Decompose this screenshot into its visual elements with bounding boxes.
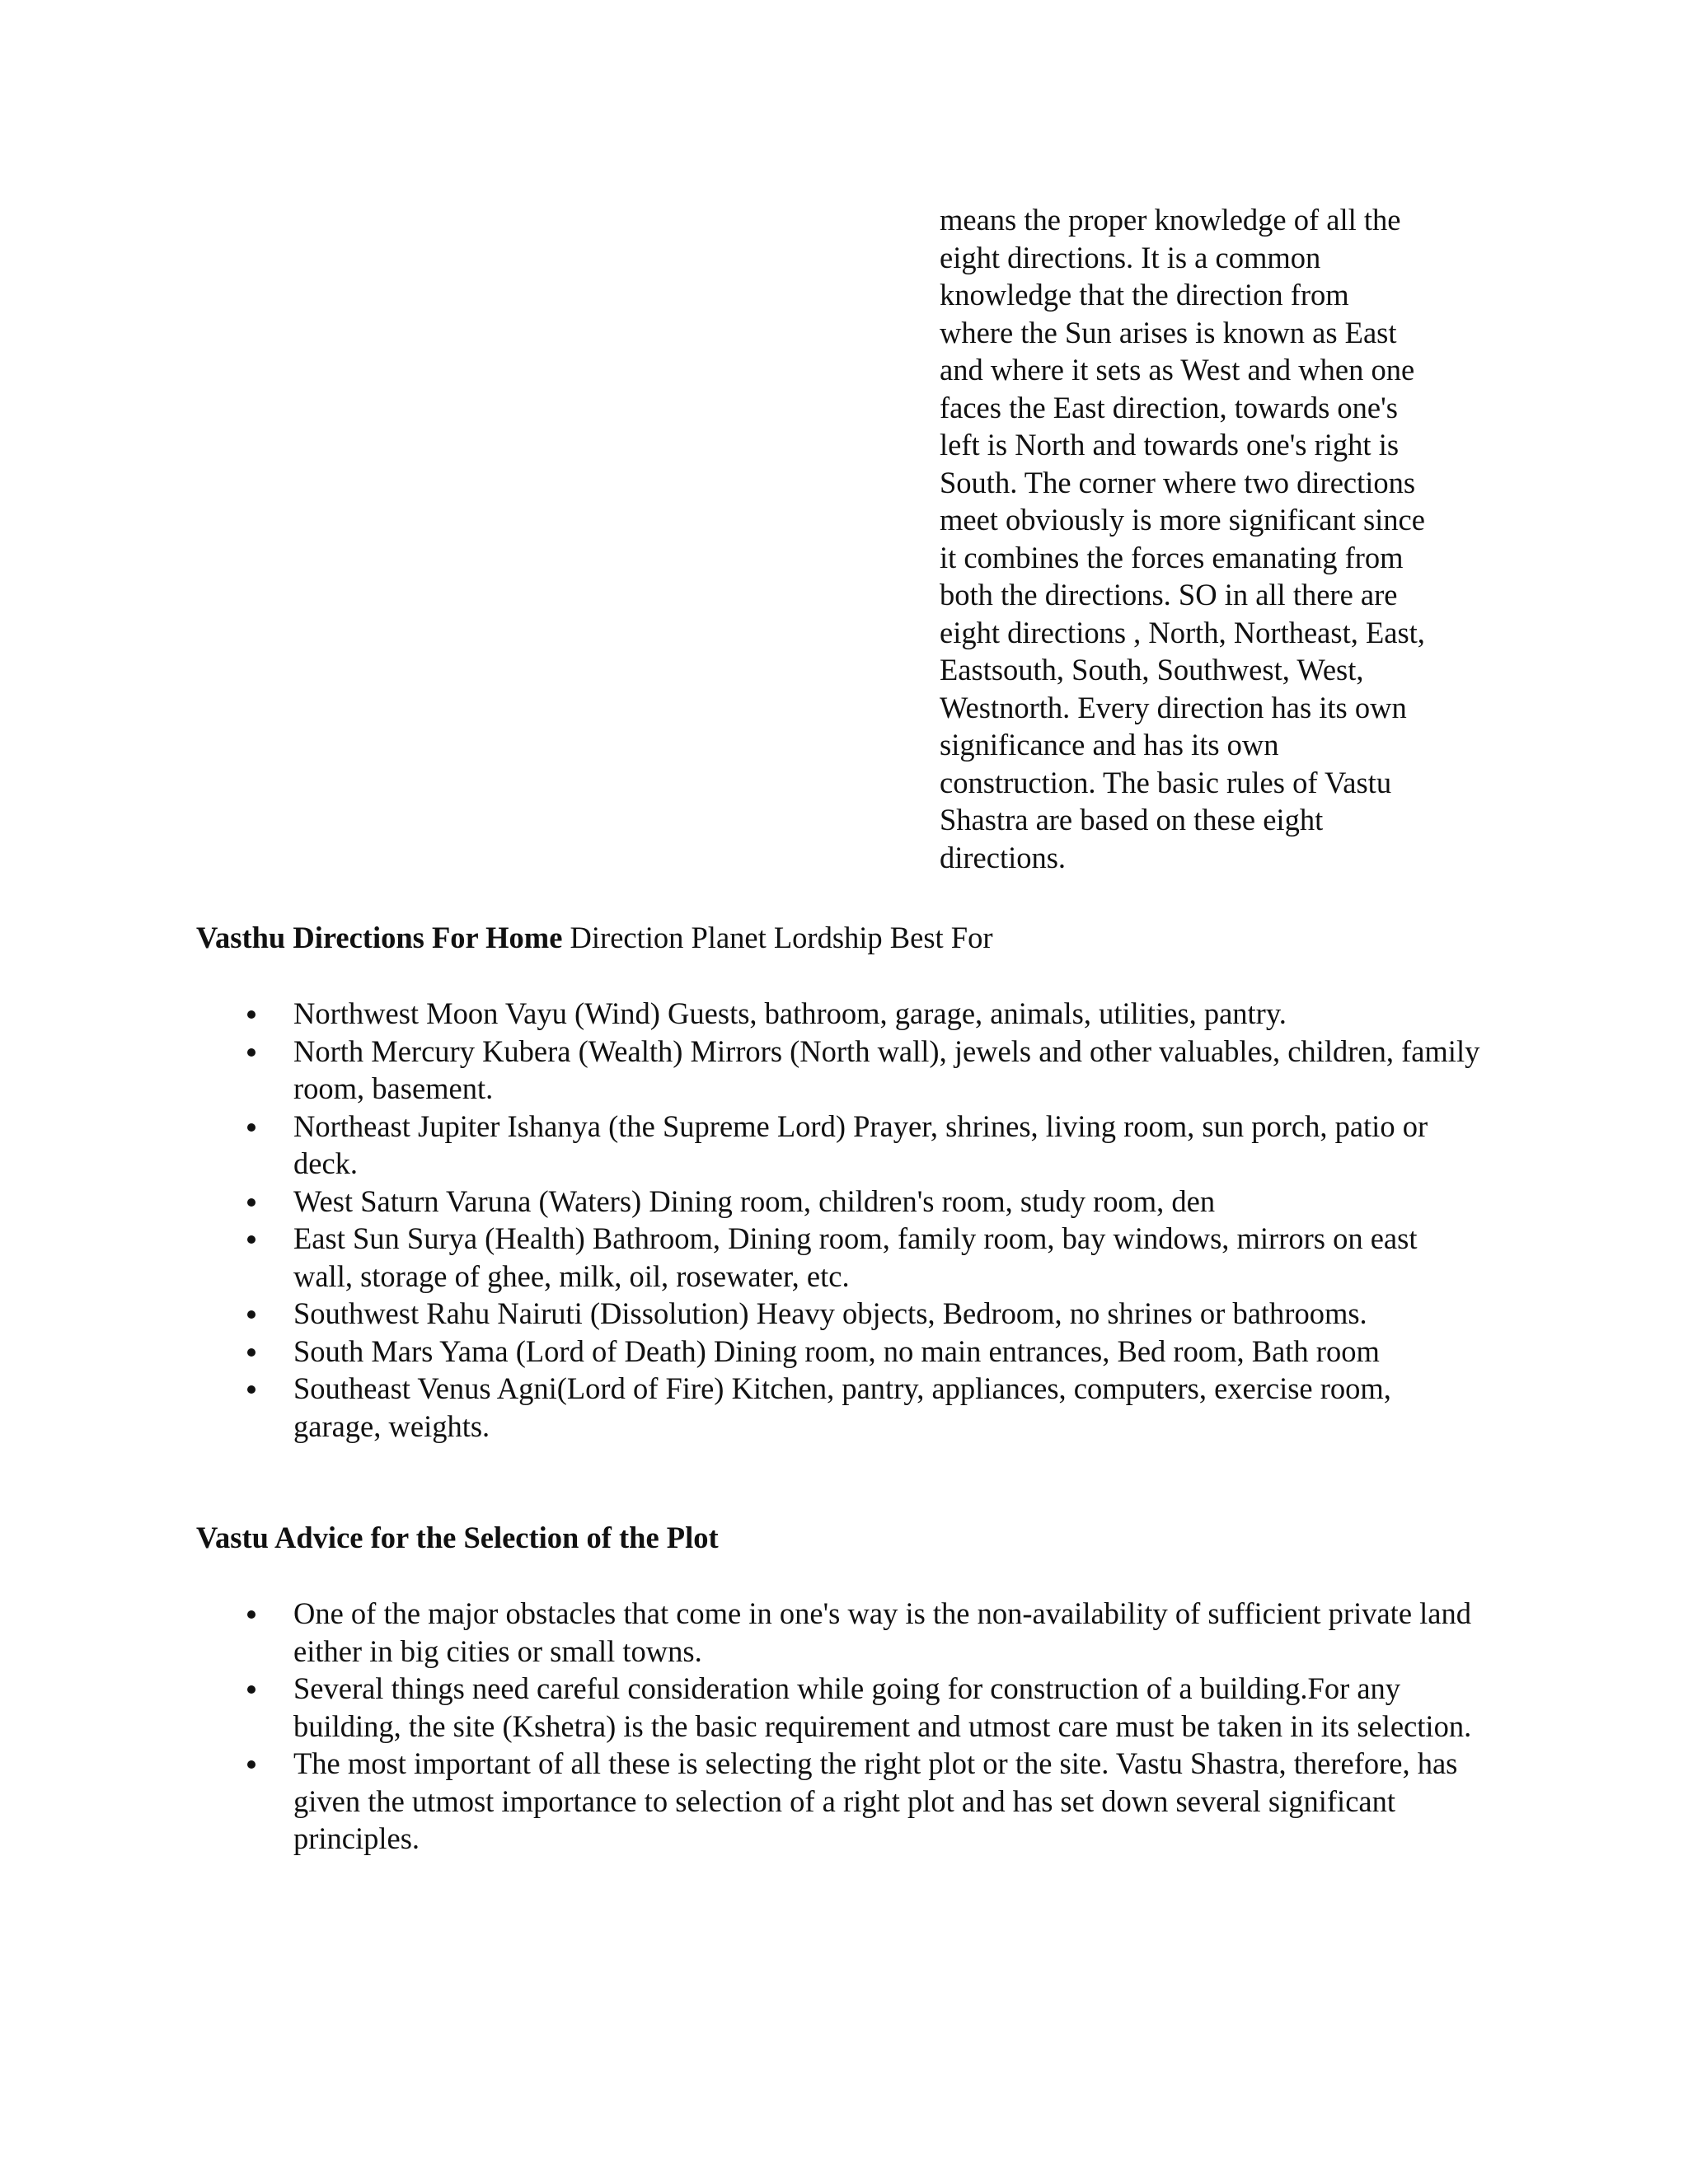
bullet-icon <box>247 1610 256 1619</box>
directions-list <box>196 995 1482 1445</box>
bullet-icon <box>247 1123 256 1132</box>
list-item-text: West Saturn Varuna (Waters) Dining room, children's room, study room, den <box>293 1183 1216 1218</box>
bullet-icon <box>247 1235 256 1244</box>
list-item-northwest <box>196 995 1482 1033</box>
plot-advice-list <box>196 1595 1482 1858</box>
list-item-text: South Mars Yama (Lord of Death) Dining room, no main entrances, Bed room, Bath room <box>293 1333 1380 1368</box>
plot-heading-bold: Vastu Advice for the Selection of the Plot <box>196 1521 719 1554</box>
bullet-icon <box>247 1348 256 1357</box>
plot-heading <box>196 1519 1531 1557</box>
list-item-east <box>196 1220 1482 1295</box>
directions-heading-columns: Direction Planet Lordship Best For <box>562 921 993 954</box>
directions-heading <box>196 919 1531 957</box>
bullet-icon <box>247 1685 256 1694</box>
list-item <box>196 1595 1482 1670</box>
list-item-text: Southwest Rahu Nairuti (Dissolution) Heavy objects, Bedroom, no shrines or bathrooms. <box>293 1296 1367 1330</box>
bullet-icon <box>247 1198 256 1207</box>
list-item-text: Southeast Venus Agni(Lord of Fire) Kitchen, pantry, appliances, computers, exercise room, garage, weights. <box>293 1371 1391 1443</box>
list-item-southeast <box>196 1370 1482 1445</box>
list-item-text: Northwest Moon Vayu (Wind) Guests, bathroom, garage, animals, utilities, pantry. <box>293 996 1287 1030</box>
list-item-text: East Sun Surya (Health) Bathroom, Dining room, family room, bay windows, mirrors on east wall, storage of ghee, milk, oil, rosewater, etc. <box>293 1221 1418 1293</box>
list-item-northeast <box>196 1108 1482 1183</box>
bullet-icon <box>247 1048 256 1057</box>
list-item-west <box>196 1183 1482 1221</box>
intro-paragraph: means the proper knowledge of all the eight directions. It is a common knowledge that the direction from where the Sun arises is known as East and where it sets as West and when one faces the East direction, towards one's left is North and towards one's right is South. The corner where two directions meet obviously is more significant since it combines the forces emanating from both the directions. SO in all there are eight directions , North, Northeast, East, Eastsouth, South, Southwest, West, Westnorth. Every direction has its own significance and has its own construction. The basic rules of Vastu Shastra are based on these eight directions. <box>940 203 1425 874</box>
directions-heading-bold: Vasthu Directions For Home <box>196 921 563 954</box>
bullet-icon <box>247 1310 256 1319</box>
list-item-southwest <box>196 1295 1482 1333</box>
list-item-text: North Mercury Kubera (Wealth) Mirrors (North wall), jewels and other valuables, children, family room, basement. <box>293 1033 1480 1105</box>
list-item-south <box>196 1333 1482 1371</box>
list-item <box>196 1745 1482 1858</box>
list-item-text: One of the major obstacles that come in one's way is the non-availability of sufficient private land either in big cities or small towns. <box>293 1596 1471 1668</box>
list-item-north <box>196 1033 1482 1108</box>
bullet-icon <box>247 1385 256 1394</box>
bullet-icon <box>247 1010 256 1019</box>
bullet-icon <box>247 1760 256 1769</box>
list-item-text: Northeast Jupiter Ishanya (the Supreme Lord) Prayer, shrines, living room, sun porch, patio or deck. <box>293 1108 1428 1180</box>
list-item-text: Several things need careful consideration while going for construction of a building.For any building, the site (Kshetra) is the basic requirement and utmost care must be taken in its selection. <box>293 1671 1472 1743</box>
list-item <box>196 1670 1482 1745</box>
list-item-text: The most important of all these is selecting the right plot or the site. Vastu Shastra, therefore, has given the utmost importance to selection of a right plot and has set down several significant principles. <box>293 1746 1458 1855</box>
